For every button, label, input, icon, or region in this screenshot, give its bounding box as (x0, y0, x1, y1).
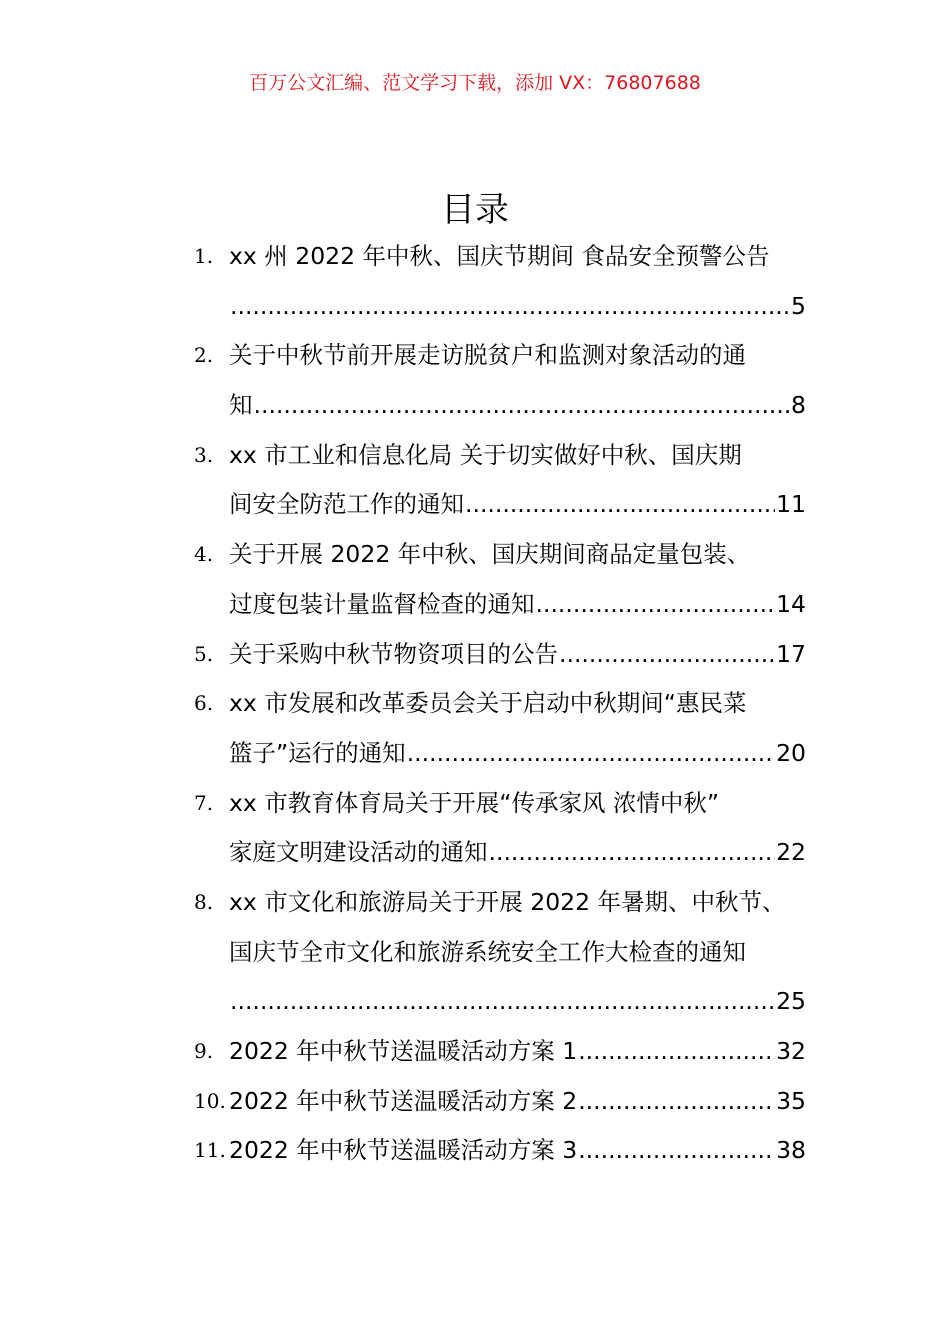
dot-leader (230, 977, 775, 1027)
toc-page-number: 20 (776, 738, 806, 767)
dot-leader (578, 1126, 775, 1176)
toc-entry-11[interactable] (194, 1126, 806, 1176)
toc-entry-number: 3. (194, 442, 214, 467)
toc-entry-title: 关于中秋节前开展走访脱贫户和监测对象活动的通 (229, 341, 746, 370)
dot-leader (254, 381, 791, 431)
toc-entry-3[interactable] (194, 431, 806, 530)
toc-entry-title-tail: 篮子”运行的通知 (229, 738, 406, 767)
toc-page-number: 17 (776, 639, 806, 668)
toc-entry-title-tail: 过度包装计量监督检查的通知 (229, 589, 535, 618)
dot-leader (559, 630, 775, 680)
toc-entry-title: 2022 年中秋节送温暖活动方案 3 (229, 1136, 578, 1165)
toc-page-number: 25 (776, 987, 806, 1016)
toc-entry-7[interactable] (194, 779, 806, 878)
toc-entry-8[interactable] (194, 878, 806, 1027)
toc-page-number: 32 (776, 1037, 806, 1065)
toc-page-number: 22 (776, 838, 806, 867)
header-note: 百万公文汇编、范文学习下载，添加 VX：76807688 (249, 72, 701, 94)
toc-entry-title: xx 市教育体育局关于开展“传承家风 浓情中秋” (229, 788, 720, 817)
dot-leader (465, 480, 775, 530)
dot-leader (230, 282, 790, 332)
toc-entry-6[interactable] (194, 679, 806, 778)
toc-entry-title-tail: 家庭文明建设活动的通知 (229, 838, 488, 867)
toc-entry-9[interactable] (194, 1027, 806, 1077)
toc-entry-title: xx 市发展和改革委员会关于启动中秋期间“惠民菜 (229, 689, 747, 718)
toc-entry-number: 6. (194, 691, 214, 716)
toc-page-number: 35 (776, 1086, 806, 1115)
toc-entry-title-cont: 国庆节全市文化和旅游系统安全工作大检查的通知 (229, 937, 746, 966)
toc-entry-number: 5. (194, 641, 214, 666)
dot-leader (407, 729, 775, 779)
toc-entry-2[interactable] (194, 331, 806, 430)
toc-entry-number: 11. (194, 1138, 226, 1163)
toc-entry-number: 2. (194, 343, 214, 368)
toc-entry-number: 7. (194, 790, 214, 815)
toc-page-number: 38 (776, 1136, 806, 1165)
toc-entry-title: xx 市工业和信息化局 关于切实做好中秋、国庆期 (229, 440, 742, 469)
toc-entry-title-tail: 间安全防范工作的通知 (229, 490, 464, 519)
toc-entry-1[interactable] (194, 232, 806, 331)
dot-leader (578, 1027, 775, 1077)
toc-page-number: 11 (776, 490, 806, 519)
dot-leader (489, 828, 776, 878)
toc-entry-number: 9. (194, 1039, 214, 1063)
toc-entry-title-tail: 知 (229, 391, 253, 420)
toc-entry-4[interactable] (194, 530, 806, 629)
dot-leader (536, 580, 776, 630)
dot-leader (578, 1077, 775, 1127)
toc-page-number: 8 (791, 391, 806, 420)
toc-entry-number: 8. (194, 889, 214, 914)
toc-entry-title: 2022 年中秋节送温暖活动方案 1 (229, 1037, 578, 1065)
toc-entry-10[interactable] (194, 1077, 806, 1127)
toc-entry-title: xx 市文化和旅游局关于开展 2022 年暑期、中秋节、 (229, 887, 786, 916)
toc-entry-number: 4. (194, 542, 214, 567)
toc-title: 目录 (441, 190, 509, 230)
toc-entry-number: 1. (194, 244, 214, 268)
toc-entry-title: xx 州 2022 年中秋、国庆节期间 食品安全预警公告 (229, 242, 770, 270)
toc-entry-title: 关于开展 2022 年中秋、国庆期间商品定量包装、 (229, 540, 751, 569)
toc-page-number: 14 (776, 589, 806, 618)
table-of-contents (194, 232, 806, 1176)
toc-page-number: 5 (791, 291, 806, 320)
toc-entry-5[interactable] (194, 630, 806, 680)
toc-entry-title: 2022 年中秋节送温暖活动方案 2 (229, 1086, 578, 1115)
toc-entry-number: 10. (194, 1088, 226, 1113)
toc-entry-title: 关于采购中秋节物资项目的公告 (229, 639, 558, 668)
